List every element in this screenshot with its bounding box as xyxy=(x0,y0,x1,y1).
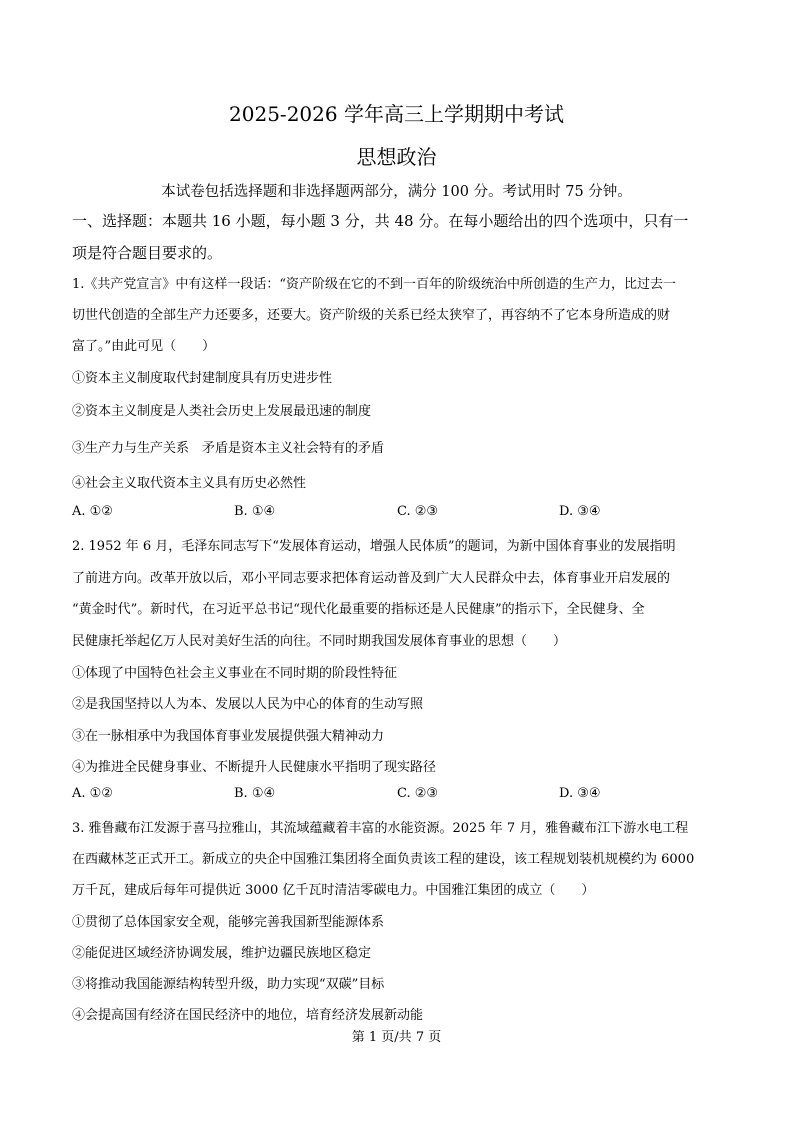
exam-title: 2025-2026 学年高三上学期期中考试 xyxy=(229,102,564,126)
question-3-item: ④会提高国有经济在国民经济中的地位，培育经济发展新动能 xyxy=(72,1008,424,1023)
question-2-stem-line: 2. 1952 年 6 月，毛泽东同志写下“发展体育运动，增强人民体质”的题词，为新中国体育事业的发展指明 xyxy=(72,539,676,554)
option-a[interactable]: A. ①② xyxy=(72,504,113,519)
question-2-item: ③在一脉相承中为我国体育事业发展提供强大精神动力 xyxy=(72,729,385,744)
question-3-stem-line: 在西藏林芝正式开工。新成立的央企中国雅江集团将全面负责该工程的建设，该工程规划装机规模约为 6000 xyxy=(72,852,695,867)
question-1-stem-line: 切世代创造的全部生产力还要多，还要大。资产阶级的关系已经太狭窄了，再容纳不了它本身所造成的财 xyxy=(72,308,671,323)
question-1-item: ③生产力与生产关系 矛盾是资本主义社会特有的矛盾 xyxy=(72,441,385,456)
question-1-item: ④社会主义取代资本主义具有历史必然性 xyxy=(72,476,307,491)
option-a[interactable]: A. ①② xyxy=(72,786,113,801)
question-3-item: ③将推动我国能源结构转型升级，助力实现“双碳”目标 xyxy=(72,977,385,992)
question-3-stem-line: 3. 雅鲁藏布江发源于喜马拉雅山，其流域蕴藏着丰富的水能资源。2025 年 7 月，雅鲁藏布江下游水电工程 xyxy=(72,821,689,836)
question-1-stem-line: 富了。”由此可见（ ） xyxy=(72,339,216,354)
subject-title: 思想政治 xyxy=(356,145,437,169)
question-1-item: ①资本主义制度取代封建制度具有历史进步性 xyxy=(72,371,333,386)
question-2-stem-line: “黄金时代”。新时代，在习近平总书记“现代化最重要的指标还是人民健康”的指示下，全民健身、全 xyxy=(72,602,645,617)
question-1-item: ②资本主义制度是人类社会历史上发展最迅速的制度 xyxy=(72,404,372,419)
option-c[interactable]: C. ②③ xyxy=(397,504,439,519)
section-heading-line: 项是符合题目要求的。 xyxy=(72,244,223,262)
exam-intro: 本试卷包括选择题和非选择题两部分，满分 100 分。考试用时 75 分钟。 xyxy=(161,184,632,200)
question-3-stem-line: 万千瓦，建成后每年可提供近 3000 亿千瓦时清洁零碳电力。中国雅江集团的成立（ ） xyxy=(72,883,595,898)
question-2-item: ②是我国坚持以人为本、发展以人民为中心的体育的生动写照 xyxy=(72,697,424,712)
option-d[interactable]: D. ③④ xyxy=(559,504,601,519)
option-c[interactable]: C. ②③ xyxy=(397,786,439,801)
question-3-item: ②能促进区域经济协调发展，维护边疆民族地区稳定 xyxy=(72,946,372,961)
option-b[interactable]: B. ①④ xyxy=(234,786,276,801)
question-1-stem-line: 1.《共产党宣言》中有这样一段话：“资产阶级在它的不到一百年的阶级统治中所创造的生产力，比过去一 xyxy=(72,277,677,292)
question-2-stem-line: 了前进方向。改革开放以后，邓小平同志要求把体育运动普及到广大人民群众中去，体育事业开启发展的 xyxy=(72,571,671,586)
question-2-item: ④为推进全民健身事业、不断提升人民健康水平指明了现实路径 xyxy=(72,760,437,775)
option-d[interactable]: D. ③④ xyxy=(559,786,601,801)
option-b[interactable]: B. ①④ xyxy=(234,504,276,519)
question-2-stem-line: 民健康托举起亿万人民对美好生活的向往。不同时期我国发展体育事业的思想（ ） xyxy=(72,634,567,649)
question-3-item: ①贯彻了总体国家安全观，能够完善我国新型能源体系 xyxy=(72,915,385,930)
question-2-item: ①体现了中国特色社会主义事业在不同时期的阶段性特征 xyxy=(72,666,398,681)
section-heading-line: 一、选择题：本题共 16 小题，每小题 3 分，共 48 分。在每小题给出的四个选项中，只有一 xyxy=(72,212,689,230)
page-number: 第 1 页/共 7 页 xyxy=(351,1030,442,1045)
